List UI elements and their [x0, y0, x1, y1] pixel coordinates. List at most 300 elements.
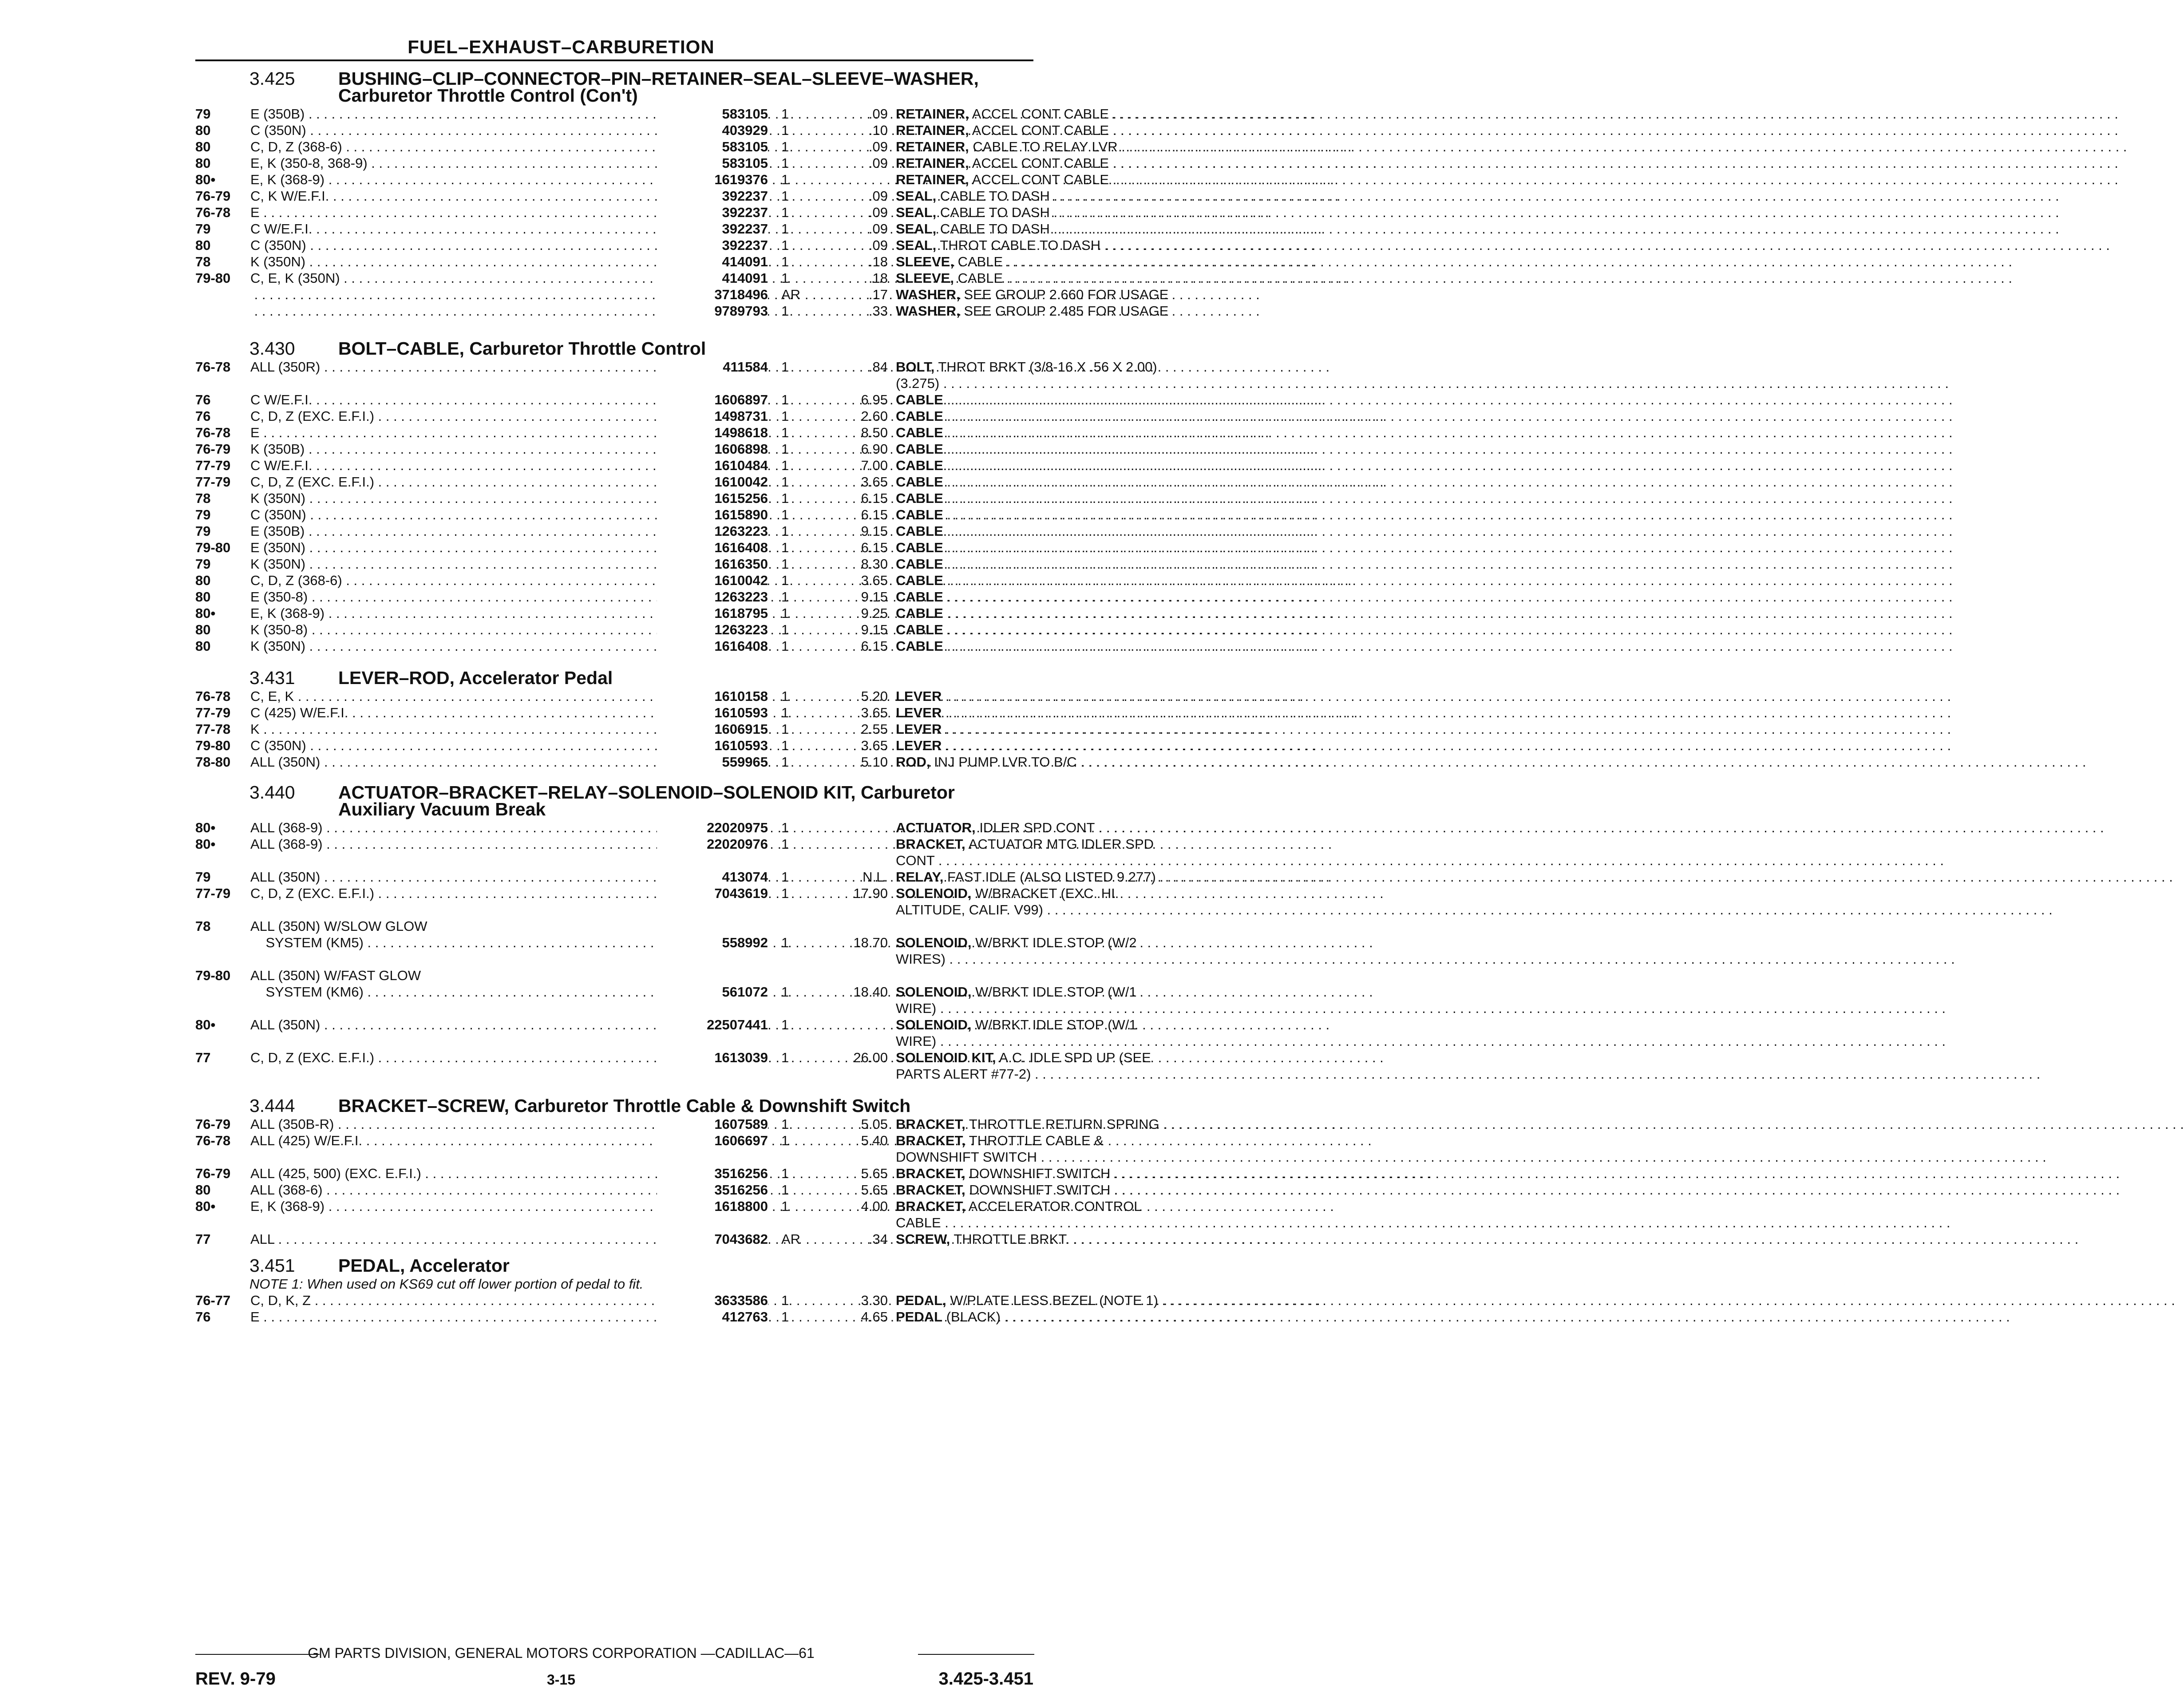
table-row: [195, 638, 1034, 654]
part-description: [896, 621, 1233, 638]
part-detail: A.C. IDLE SPD UP (SEE: [999, 1050, 1151, 1065]
quantity: 1: [781, 984, 789, 1000]
part-description: [896, 638, 1233, 654]
table-row: [195, 270, 1034, 286]
application: K (350N) . . .: [250, 253, 677, 270]
model-year: 77-79: [195, 886, 231, 901]
part-description: [896, 885, 1233, 902]
model-year: 79: [195, 556, 211, 572]
part-description: [896, 1214, 1233, 1231]
application: C W/E.F.I. . . .: [250, 457, 677, 474]
section-number: 3.430: [249, 338, 295, 359]
part-name: CABLE: [896, 507, 943, 522]
part-number: 9789793: [657, 303, 768, 319]
part-number: 1610042: [657, 474, 768, 490]
part-number: 1498618: [657, 424, 768, 441]
part-name: CABLE: [896, 638, 943, 654]
part-number: 1618800: [657, 1198, 768, 1214]
table-row: [195, 951, 1034, 967]
unit-price: 17.90: [853, 886, 888, 901]
quantity: 1: [781, 1199, 789, 1214]
section-note: NOTE 1: When used on KS69 cut off lower portion of pedal to fit.: [249, 1276, 644, 1292]
model-year: 80: [195, 155, 211, 171]
part-name: LEVER: [896, 721, 942, 737]
model-year: 80: [195, 139, 211, 154]
model-year: 78: [195, 254, 211, 269]
section-number: 3.425: [249, 68, 295, 89]
unit-price: 6.15: [861, 507, 888, 522]
model-year: 76: [195, 408, 211, 424]
model-year: 77-79: [195, 705, 231, 720]
part-name: SEAL,: [896, 205, 937, 220]
quantity: 1: [781, 1116, 789, 1132]
quantity: 1: [781, 622, 789, 637]
quantity: 1: [781, 205, 789, 220]
table-row: [195, 253, 1034, 270]
unit-price: .09: [868, 237, 888, 253]
quantity: 1: [781, 155, 789, 171]
application: ALL (350N) W/SLOW GLOW: [250, 918, 427, 934]
part-number: 7043619: [657, 885, 768, 902]
model-year: 79-80: [195, 968, 231, 983]
part-number: 561072: [657, 984, 768, 1000]
table-row: [195, 457, 1034, 474]
part-name: CABLE: [896, 425, 943, 440]
part-detail: DOWNSHIFT SWITCH: [896, 1149, 1037, 1165]
quantity: 1: [781, 820, 789, 835]
application: K (350N) . . .: [250, 556, 677, 572]
model-year: 76-78: [195, 425, 231, 440]
application: E . . .: [250, 1309, 677, 1325]
part-number: 1263223: [657, 523, 768, 539]
part-detail: SEE GROUP 2.660 FOR USAGE: [964, 287, 1169, 302]
part-detail: CABLE: [957, 270, 1003, 286]
table-row: [195, 885, 1119, 902]
part-name: CABLE: [896, 540, 943, 555]
quantity: 1: [781, 1017, 789, 1032]
part-detail: DOWNSHIFT SWITCH: [969, 1182, 1111, 1198]
model-year: 79: [195, 221, 211, 237]
part-number: 392237: [657, 188, 768, 204]
quantity: 1: [781, 221, 789, 237]
part-description: [896, 754, 1233, 770]
part-number: 392237: [657, 237, 768, 253]
part-name: SLEEVE,: [896, 270, 954, 286]
part-number: 1616408: [657, 539, 768, 556]
quantity: 1: [781, 721, 789, 737]
unit-price: 6.90: [861, 441, 888, 457]
application: ALL . . .: [250, 1231, 677, 1247]
part-description: [896, 155, 1233, 171]
application: K (350B) . . .: [250, 441, 677, 457]
part-name: LEVER: [896, 705, 942, 720]
application: K . . .: [250, 721, 677, 737]
part-description: [896, 1165, 1233, 1182]
table-row: [195, 688, 1034, 704]
application: ALL (425) W/E.F.I. . . .: [250, 1132, 677, 1149]
quantity: 1: [781, 754, 789, 770]
model-year: 77-79: [195, 474, 231, 490]
part-detail: ACCEL CONT CABLE: [972, 155, 1109, 171]
part-description: [896, 359, 1233, 375]
part-detail: FAST IDLE (ALSO LISTED 9.277) .: [947, 869, 1164, 885]
part-name: SLEEVE,: [896, 254, 954, 269]
table-row: [195, 556, 1034, 572]
application: C (350N) . . .: [250, 737, 677, 754]
table-row: [195, 286, 1169, 303]
quantity: 1: [781, 270, 789, 286]
part-description: [896, 1066, 1233, 1082]
table-row: [195, 221, 1050, 237]
part-number: 583105: [657, 155, 768, 171]
part-name: RETAINER,: [896, 172, 969, 187]
part-detail: W/BRACKET (EXC. HI.: [975, 886, 1119, 901]
section-heading: [249, 70, 979, 104]
table-row: [195, 1198, 1142, 1214]
application: K (350N) . . .: [250, 490, 677, 506]
model-year: 76-78: [195, 359, 231, 375]
unit-price: N.L.: [863, 869, 888, 885]
model-year: 79: [195, 869, 211, 885]
table-row: [195, 737, 1034, 754]
table-row: [195, 902, 1043, 918]
part-description: [896, 1231, 1233, 1247]
unit-price: .34: [868, 1231, 888, 1247]
table-row: [195, 1066, 1034, 1082]
table-row: [195, 754, 1077, 770]
part-name: CABLE: [896, 441, 943, 457]
part-number: 1618795: [657, 605, 768, 621]
quantity: 1: [781, 886, 789, 901]
part-description: [896, 951, 1233, 967]
part-name: BRACKET,: [896, 1116, 965, 1132]
part-number: 3718496: [657, 286, 768, 303]
part-number: 1616350: [657, 556, 768, 572]
part-name: LEVER: [896, 738, 942, 753]
model-year: 77: [195, 1050, 211, 1065]
quantity: 1: [781, 573, 789, 588]
unit-price: 5.20: [861, 688, 888, 704]
model-year: 77-79: [195, 458, 231, 473]
part-name: BOLT,: [896, 359, 935, 375]
application: C (425) W/E.F.I. . . .: [250, 704, 677, 721]
part-description: [896, 106, 1233, 122]
quantity: 1: [781, 441, 789, 457]
part-number: 3516256: [657, 1165, 768, 1182]
application: [250, 286, 677, 303]
part-number: 1606897: [657, 392, 768, 408]
unit-price: 3.65: [861, 474, 888, 490]
part-description: [896, 122, 1233, 138]
section-subtitle: Carburetor Throttle Control (Con't): [338, 85, 638, 106]
unit-price: .09: [868, 205, 888, 220]
part-description: [896, 424, 1233, 441]
part-description: [896, 441, 1233, 457]
part-number: 1498731: [657, 408, 768, 424]
part-description: [896, 171, 1233, 188]
part-number: 1606915: [657, 721, 768, 737]
part-name: PEDAL,: [896, 1293, 946, 1308]
section-number: 3.451: [249, 1255, 295, 1276]
unit-price: 4.00: [861, 1199, 888, 1214]
quantity: 1: [781, 303, 789, 319]
quantity: 1: [781, 638, 789, 654]
part-description: [896, 539, 1233, 556]
table-row: [195, 204, 1050, 221]
unit-price: 8.50: [861, 425, 888, 440]
section-title-text: BUSHING–CLIP–CONNECTOR–PIN–RETAINER–SEAL–SLEEVE–WASHER,: [338, 68, 979, 89]
application: C, E, K . . .: [250, 688, 677, 704]
part-detail: ACCEL CONT CABLE: [972, 172, 1109, 187]
part-description: [896, 1182, 1233, 1198]
table-row: [195, 1149, 1037, 1165]
part-number: 1610042: [657, 572, 768, 589]
application: E, K (368-9) . . .: [250, 171, 677, 188]
part-detail: (3.275): [896, 376, 940, 391]
part-detail: DOWNSHIFT SWITCH: [969, 1166, 1111, 1181]
part-name: RELAY,: [896, 869, 944, 885]
part-detail: CABLE TO DASH: [940, 188, 1050, 204]
part-name: CABLE: [896, 556, 943, 572]
table-row: [195, 1214, 1034, 1231]
quantity: 1: [781, 589, 789, 605]
quantity: 1: [781, 139, 789, 154]
part-number: 559965: [657, 754, 768, 770]
part-description: [896, 1000, 1233, 1017]
application: E . . .: [250, 204, 677, 221]
footer-publisher: GM PARTS DIVISION, GENERAL MOTORS CORPORATION —CADILLAC—61: [308, 1645, 815, 1661]
unit-price: 6.15: [861, 540, 888, 555]
part-description: [896, 523, 1233, 539]
model-year: 76: [195, 392, 211, 407]
part-number: 1606898: [657, 441, 768, 457]
section-number: 3.444: [249, 1096, 295, 1116]
quantity: 1: [781, 172, 789, 187]
part-number: 1616408: [657, 638, 768, 654]
table-row: [195, 506, 1034, 523]
quantity: 1: [781, 556, 789, 572]
part-detail: SEE GROUP 2.485 FOR USAGE: [964, 303, 1169, 319]
quantity: 1: [781, 705, 789, 720]
unit-price: 4.65: [861, 1309, 888, 1325]
page-header-title: FUEL–EXHAUST–CARBURETION: [408, 36, 715, 57]
part-description: [896, 1116, 1233, 1132]
part-name: BRACKET,: [896, 1166, 965, 1181]
model-year: 76-78: [195, 205, 231, 220]
part-name: BRACKET,: [896, 836, 965, 852]
table-row: [195, 589, 1034, 605]
unit-price: 3.30: [861, 1293, 888, 1308]
quantity: 1: [781, 425, 789, 440]
model-year: 80: [195, 589, 211, 605]
table-row: [195, 1292, 1166, 1309]
part-detail: W/BRKT IDLE STOP (W/1: [975, 984, 1137, 1000]
part-description: [896, 984, 1233, 1000]
application: C, D, Z (EXC. E.F.I.) . . .: [250, 1049, 677, 1066]
part-description: [896, 572, 1233, 589]
unit-price: .17: [868, 287, 888, 302]
part-name: SOLENOID,: [896, 1017, 972, 1032]
application: C W/E.F.I. . . .: [250, 392, 677, 408]
table-row: [195, 122, 1109, 138]
application: E (350B) . . .: [250, 523, 677, 539]
table-row: [195, 1000, 1034, 1017]
unit-price: 3.65: [861, 573, 888, 588]
unit-price: 2.60: [861, 408, 888, 424]
table-row: [195, 424, 1034, 441]
quantity: 1: [781, 869, 789, 885]
table-row: [195, 1033, 1034, 1049]
application: ALL (350N) . . .: [250, 869, 677, 885]
part-detail: WIRE): [896, 1033, 937, 1049]
application: ALL (350N) W/FAST GLOW: [250, 968, 421, 983]
part-number: 1619376: [657, 171, 768, 188]
part-description: [896, 704, 1233, 721]
part-description: [896, 1132, 1233, 1149]
part-description: [896, 1033, 1233, 1049]
unit-price: .09: [868, 188, 888, 204]
part-description: [896, 1198, 1233, 1214]
quantity: 1: [781, 458, 789, 473]
application: ALL (368-9) . . .: [250, 819, 677, 836]
quantity: 1: [781, 688, 789, 704]
unit-price: 5.10: [861, 754, 888, 770]
table-row: [195, 155, 1109, 171]
part-number: 22507441: [657, 1017, 768, 1033]
part-name: CABLE: [896, 605, 943, 621]
part-detail: (BLACK): [946, 1309, 1001, 1325]
part-description: [896, 286, 1233, 303]
quantity: 1: [781, 490, 789, 506]
part-name: CABLE: [896, 458, 943, 473]
part-name: SEAL,: [896, 188, 937, 204]
quantity: 1: [781, 254, 789, 269]
model-year: 80: [195, 622, 211, 637]
quantity: 1: [781, 188, 789, 204]
part-name: SOLENOID,: [896, 984, 972, 1000]
unit-price: 2.55: [861, 721, 888, 737]
part-name: RETAINER,: [896, 155, 969, 171]
part-description: [896, 934, 1233, 951]
part-number: 583105: [657, 138, 768, 155]
section-title-text: BOLT–CABLE, Carburetor Throttle Control: [338, 338, 706, 359]
model-year: 79: [195, 523, 211, 539]
table-row: [195, 171, 1109, 188]
part-description: [896, 1017, 1233, 1033]
application: SYSTEM (KM6) . . .: [250, 984, 677, 1000]
part-description: [896, 375, 1233, 392]
application: E, K (368-9) . . .: [250, 1198, 677, 1214]
section-subtitle: Auxiliary Vacuum Break: [338, 799, 546, 819]
part-description: [896, 852, 1233, 869]
model-year: 76-79: [195, 1116, 231, 1132]
application: ALL (350B-R) . . .: [250, 1116, 677, 1132]
unit-price: 5.65: [861, 1182, 888, 1198]
quantity: 1: [781, 738, 789, 753]
part-description: [896, 721, 1233, 737]
part-name: ACTUATOR,: [896, 820, 976, 835]
application: ALL (368-9) . . .: [250, 836, 677, 852]
unit-price: 5.40: [861, 1133, 888, 1148]
application: ALL (350R) . . .: [250, 359, 677, 375]
table-row: [195, 918, 1034, 934]
quantity: 1: [781, 1166, 789, 1181]
application: C, D, Z (368-6) . . .: [250, 572, 677, 589]
unit-price: 9.25: [861, 605, 888, 621]
quantity: 1: [781, 474, 789, 490]
part-description: [896, 819, 1233, 836]
part-name: WASHER,: [896, 287, 960, 302]
section-number: 3.431: [249, 668, 295, 688]
part-name: CABLE: [896, 490, 943, 506]
quantity: 1: [781, 392, 789, 407]
part-number: 414091: [657, 270, 768, 286]
section-title-text: LEVER–ROD, Accelerator Pedal: [338, 668, 613, 688]
quantity: AR: [781, 1231, 801, 1247]
model-year: 80•: [195, 172, 216, 187]
part-description: [896, 490, 1233, 506]
page-number: 3-15: [546, 1672, 576, 1688]
part-number: 22020976: [657, 836, 768, 852]
part-description: [896, 589, 1233, 605]
part-description: [896, 869, 1233, 885]
unit-price: .84: [868, 359, 888, 375]
part-name: SEAL,: [896, 221, 937, 237]
table-row: [195, 523, 1034, 539]
table-row: [195, 869, 1164, 885]
table-row: [195, 1116, 1175, 1132]
model-year: 80: [195, 123, 211, 138]
part-number: 392237: [657, 204, 768, 221]
quantity: 1: [781, 935, 789, 950]
model-year: 80•: [195, 820, 216, 835]
application: C, D, Z (EXC. E.F.I.) . . .: [250, 474, 677, 490]
model-year: 76: [195, 1309, 211, 1325]
table-row: [195, 621, 1034, 638]
part-number: 558992: [657, 934, 768, 951]
part-name: RETAINER,: [896, 106, 969, 122]
quantity: 1: [781, 1182, 789, 1198]
application: E (350-8) . . .: [250, 589, 677, 605]
footer-rule-right: [918, 1654, 1034, 1655]
quantity: 1: [781, 1133, 789, 1148]
quantity: AR: [781, 287, 801, 302]
section-heading: [249, 340, 706, 357]
application: C, D, Z (EXC. E.F.I.) . . .: [250, 885, 677, 902]
part-number: 583105: [657, 106, 768, 122]
table-row: [195, 819, 1095, 836]
table-row: [195, 934, 1137, 951]
table-row: [195, 721, 1034, 737]
table-row: [195, 490, 1034, 506]
model-year: 80•: [195, 1017, 216, 1032]
section-title-text: BRACKET–SCREW, Carburetor Throttle Cable & Downshift Switch: [338, 1096, 911, 1116]
unit-price: 9.15: [861, 622, 888, 637]
model-year: 80•: [195, 836, 216, 852]
model-year: 80•: [195, 605, 216, 621]
part-description: [896, 204, 1233, 221]
model-year: 80: [195, 237, 211, 253]
part-name: PEDAL: [896, 1309, 943, 1325]
application: C, D, Z (EXC. E.F.I.) . . .: [250, 408, 677, 424]
model-year: 80: [195, 573, 211, 588]
model-year: 76-78: [195, 688, 231, 704]
table-row: [195, 359, 1157, 375]
part-name: CABLE: [896, 523, 943, 539]
part-number: 22020975: [657, 819, 768, 836]
part-number: 1263223: [657, 589, 768, 605]
unit-price: 18.40: [853, 984, 888, 1000]
